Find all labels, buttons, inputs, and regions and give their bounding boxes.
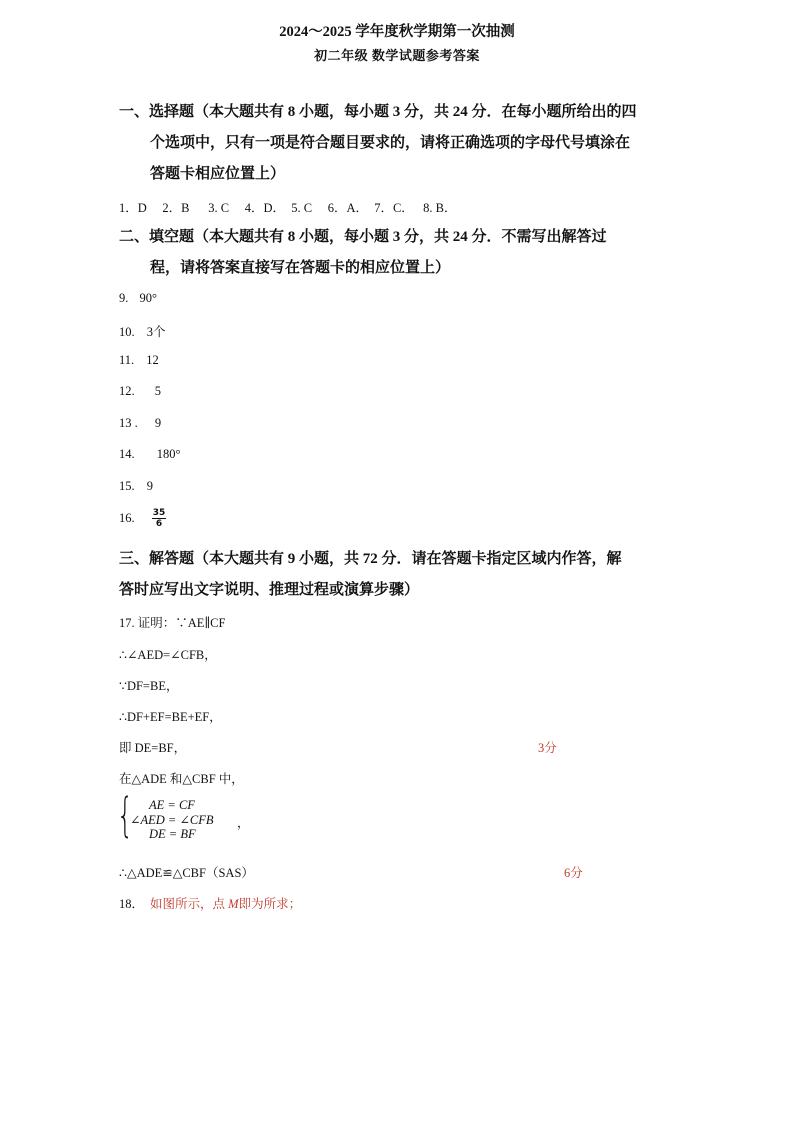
section-3-heading-line1: 三、解答题（本大题共有 9 小题，共 72 分．请在答题卡指定区域内作答，解 <box>119 551 622 567</box>
system-eq-3: DE = BF <box>149 827 196 841</box>
q17-line-6: 在△ADE 和△CBF 中， <box>119 772 244 786</box>
q17-equation-system <box>117 788 317 846</box>
fill-answer-13 <box>119 416 161 431</box>
q17-line-2: ∴∠AED=∠CFB， <box>119 648 217 662</box>
choice-answers: 1．D 2．B 3. C 4．D． 5. C 6．A． 7．C． 8. B． <box>119 201 457 215</box>
q17-line-3: ∵DF=BE， <box>119 679 179 693</box>
answer-label: 12. <box>119 384 135 398</box>
answer-label: 11. <box>119 353 135 367</box>
answer-value: 180° <box>156 447 181 461</box>
q18-text-a: 如图所示，点 <box>150 897 229 911</box>
left-brace-icon: { <box>117 788 134 842</box>
document-title: 2024～2025 学年度秋学期第一次抽测 <box>279 24 515 40</box>
system-tail: ， <box>237 816 250 830</box>
answer-value: 9 <box>146 479 153 493</box>
fill-answer-12 <box>119 384 161 399</box>
section-2-heading-line2: 程，请将答案直接写在答题卡的相应位置上） <box>150 260 451 276</box>
section-1-heading-line3: 答题卡相应位置上） <box>150 166 286 182</box>
answer-value: 90° <box>139 291 157 305</box>
system-eq-2: ∠AED = ∠CFB <box>130 812 214 827</box>
answer-value: 3个 <box>146 325 166 339</box>
answer-value: 9 <box>154 416 162 430</box>
q17-line-4: ∴DF+EF=BE+EF， <box>119 710 222 724</box>
fill-answer-16 <box>119 508 166 529</box>
answer-value: 12 <box>146 353 159 367</box>
q18-variable: M <box>228 897 239 911</box>
section-1-heading-line2: 个选项中，只有一项是符合题目要求的，请将正确选项的字母代号填涂在 <box>150 135 631 151</box>
q17-score-2: 6分 <box>564 866 583 880</box>
q17-conclusion: ∴△ADE≌△CBF（SAS） <box>119 866 254 880</box>
answer-label: 13 . <box>119 416 138 430</box>
q17-line-5: 即 DE=BF， <box>119 741 187 755</box>
answer-label: 14. <box>119 447 135 461</box>
q18-number: 18． <box>119 897 145 911</box>
q17-line-1: 17. 证明：∵AE∥CF <box>119 616 226 630</box>
fraction-denominator: 6 <box>155 519 163 529</box>
q18-line <box>119 894 301 912</box>
document-subtitle: 初二年级 数学试题参考答案 <box>314 48 480 63</box>
answer-fraction <box>152 508 167 529</box>
fill-answer-11 <box>119 353 159 368</box>
answer-label: 9. <box>119 291 129 305</box>
q18-text-b: 即为所求； <box>238 897 302 911</box>
answer-label: 10. <box>119 325 135 339</box>
fill-answer-15 <box>119 479 153 494</box>
answer-label: 16. <box>119 511 135 525</box>
section-1-heading-line1: 一、选择题（本大题共有 8 小题，每小题 3 分，共 24 分．在每小题所给出的四 <box>119 104 637 120</box>
section-3-heading-line2: 答时应写出文字说明、推理过程或演算步骤） <box>119 582 420 598</box>
fill-answer-9 <box>119 291 157 306</box>
answer-value: 5 <box>154 384 161 398</box>
q17-score-1: 3分 <box>538 741 557 755</box>
system-eq-1: AE = CF <box>149 798 195 812</box>
fill-answer-10 <box>119 322 166 340</box>
answer-label: 15. <box>119 479 135 493</box>
section-2-heading-line1: 二、填空题（本大题共有 8 小题，每小题 3 分，共 24 分．不需写出解答过 <box>119 229 607 245</box>
system-lines <box>130 798 214 842</box>
fraction-numerator: 35 <box>152 508 166 518</box>
fill-answer-14 <box>119 447 181 462</box>
